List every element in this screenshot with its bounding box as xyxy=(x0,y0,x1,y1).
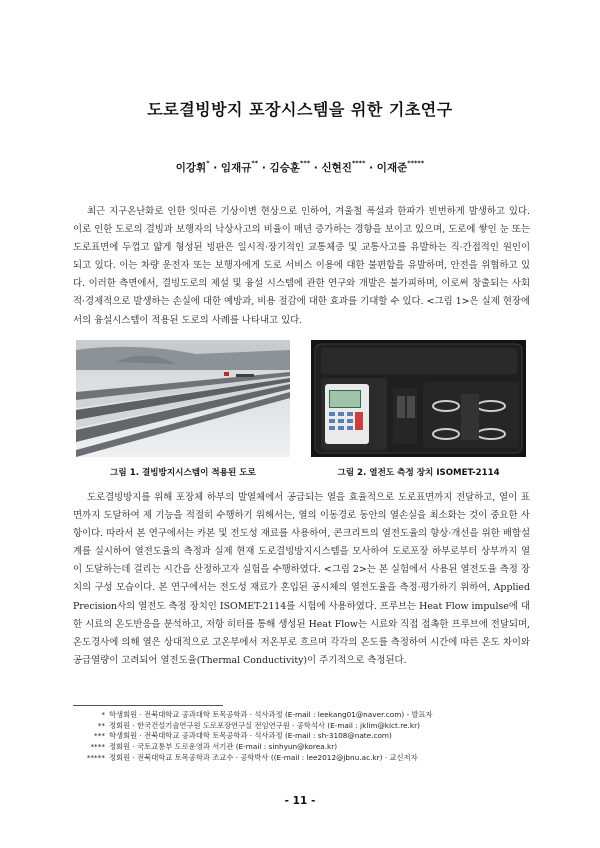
author-name: 이강휘 xyxy=(175,162,207,174)
footnote-mark: ** xyxy=(97,720,105,730)
footnote-text: 정회원 · 한국건설기술연구원 도로포장연구실 전임연구원 · 공학석사 (E-mail : jklim@kict.re.kr) xyxy=(109,720,420,730)
author-separator: · xyxy=(310,162,322,174)
footnote xyxy=(73,742,543,753)
author-mark: ***** xyxy=(407,159,425,167)
footnote-mark: *** xyxy=(94,731,105,741)
intro-paragraph: 최근 지구온난화로 인한 잇따른 기상이변 현상으로 인하여, 겨울철 폭설과 한파가 빈번하게 발생하고 있다. 이로 인한 도로의 결빙과 보행자의 낙상사고의 비율이 매년 증가하는 경향을 보이고 있으며, 도로에 쌓인 눈 또는 도로표면에 두껍고 얇게 형성된 빙판은 일시적·장기적인 교통체증 및 교통사고를 유발하는 직·간접적인 원인이 되고 있다. 이는 차량 운전자 또는 보행자에게 도로 서비스 이용에 대한 불편함을 유발하며, 안전을 위협하고 있다. 이러한 측면에서, 결빙도로의 제설 및 융설 시스템에 관한 연구와 개발은 불가피하며, 이로써 창출되는 사회적·경제적으로 발생하는 손실에 대한 예방과, 비용 절감에 대한 효과를 기대할 수 있다. <그림 1>은 실제 현장에서의 융설시스템이 적용된 도로의 사례를 나타내고 있다. xyxy=(73,206,530,326)
author-name: 신현진 xyxy=(321,162,352,174)
author-line xyxy=(0,160,600,175)
figure2-device-photo xyxy=(311,340,526,457)
author-separator: · xyxy=(365,162,377,174)
author-mark: * xyxy=(206,159,210,167)
footnote-mark: **** xyxy=(90,742,105,752)
footnote xyxy=(73,721,543,732)
footnote-divider xyxy=(73,705,223,706)
footnotes xyxy=(73,710,543,764)
footnote-text: 학생회원 · 전북대학교 공과대학 토목공학과 · 석사과정 (E-mail : leekang01@naver.com) - 발표자 xyxy=(109,710,433,719)
footnote xyxy=(73,731,543,742)
footnote xyxy=(73,753,543,764)
footnote-mark: * xyxy=(101,710,105,719)
footnote-text: 학생회원 · 전북대학교 공과대학 토목공학과 · 석사과정 (E-mail : sh-3108@nate.com) xyxy=(109,731,392,741)
author-mark: ** xyxy=(251,159,259,167)
figure1-road-illustration xyxy=(76,340,290,457)
author-separator: · xyxy=(258,162,270,174)
figure1-road-photo xyxy=(76,340,290,457)
author-name: 이재준 xyxy=(376,162,408,174)
author-mark: **** xyxy=(351,159,366,167)
author-mark: *** xyxy=(299,159,311,167)
footnote-mark: ***** xyxy=(86,752,105,762)
author-name: 임재규 xyxy=(220,162,252,174)
paper-title: 도로결빙방지 포장시스템을 위한 기초연구 xyxy=(147,100,453,119)
footnote xyxy=(73,710,543,721)
figure2-device-illustration xyxy=(311,340,526,457)
method-paragraph: 도로결빙방지를 위해 포장체 하부의 발열체에서 공급되는 열을 효율적으로 도로표면까지 전달하고, 열이 표면까지 도달하여 제 기능을 적절히 수행하기 위해서는, 열의 이동경로 동안의 열손실을 최소화는 것이 중요한 사항이다. 따라서 본 연구에서는 카본 및 전도성 재료를 사용하여, 콘크리트의 열전도율의 향상·개선을 위한 배합설계를 실시하여 열전도율의 측정과 실제 현재 도로결빙방지시스템을 모사하여 도로포장 하부로부터 상부까지 열이 도달하는데 걸리는 시간을 산정하고자 실험을 수행하였다. <그림 2>는 본 실험에서 사용된 열전도율 측정 장치의 구성 모습이다. 본 연구에서는 전도성 재료가 혼입된 공시체의 열전도율을 측정·평가하기 위하여, Applied Precision사의 열전도 측정 장치인 ISOMET-2114를 시험에 사용하였다. 프루브는 Heat Flow impulse에 대한 시료의 온도반응을 분석하고, 저항 히터를 통해 생성된 Heat Flow는 시료와 직접 접촉한 프루브에 전달되며, 온도경사에 의해 열은 상대적으로 고온부에서 저온부로 흐르며 각각의 온도를 측정하여 시간에 따른 온도 차이와 공급열량이 고려되어 열전도율(Thermal Conductivity)이 주기적으로 측정된다. xyxy=(73,492,530,666)
author-separator: · xyxy=(209,162,221,174)
footnote-text: 정회원 · 전북대학교 토목공학과 조교수 · 공학박사 ((E-mail : lee2012@jbnu.ac.kr) · 교신저자 xyxy=(109,752,418,762)
footnote-text: 정회원 · 국토교통부 도로운영과 서기관 (E-mail : sinhyun@korea.kr) xyxy=(109,742,338,752)
page-number: - 11 - xyxy=(284,795,316,807)
author-name: 김승훈 xyxy=(269,162,300,174)
figure1-caption: 그림 1. 결빙방지시스템이 적용된 도로 xyxy=(110,468,256,478)
figure2-caption: 그림 2. 열전도 측정 장치 ISOMET-2114 xyxy=(337,468,500,478)
